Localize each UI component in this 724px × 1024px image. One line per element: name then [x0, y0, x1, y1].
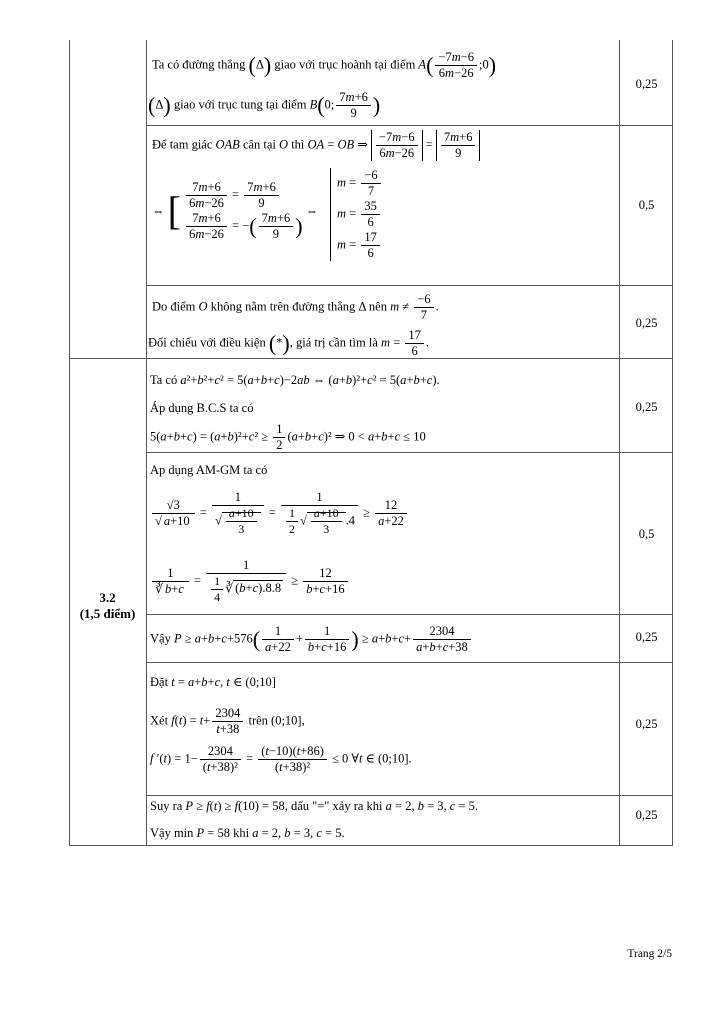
score-row-2: 0,5: [638, 198, 655, 212]
row1-line2: (Δ) giao với trục tung tại điểm B(0; $\frac{7m+6}{9}$ ): [148, 90, 381, 120]
row5-line1: Ap dụng AM-GM ta có: [150, 463, 268, 477]
row3-line2: Đối chiếu với điều kiện (*), giá trị cần tìm là m = $\frac{17}{6}$ .: [148, 328, 429, 358]
row7-line3: f ′(t) = 1− $\frac{2304}{\text{(t+38)²}}$ = $\frac{(t-10)(t+86)}{\text{(t+38)²}}$ ≤ 0 ∀t ∈ (0;10].: [150, 744, 412, 774]
row5-line3: $\frac{1}{∛ b+c}$ = 1 $\frac{1}{4}$ ∛ (b+c).8.8 ≥ $\frac{12}{b+c+16}$: [150, 558, 350, 605]
section-points: (1,5 điểm): [79, 606, 136, 621]
score-row-7: 0,25: [635, 717, 658, 731]
row7-line2: Xét f(t) = t+ $\frac{2304}{t+38}$ trên (0;10],: [150, 706, 305, 736]
page-number: Trang 2/5: [627, 948, 672, 960]
score-row-4: 0,25: [635, 400, 658, 414]
row7-line1: Đặt t = a+b+c, t ∈ (0;10]: [150, 675, 276, 689]
row6-line1: Vậy P ≥ a+b+c+576( $\frac{1}{a+22}$ + $\frac{1}{b+c+16}$ ) ≥ a+b+c+ $\frac{2304}{a+b+c+38}$: [150, 624, 473, 655]
row4-line3: 5(a+b+c) = (a+b)²+c² ≥ $\frac{1}{2}$ (a+b+c)² ⇒ 0 < a+b+c ≤ 10: [150, 422, 426, 452]
row3-line1: Do điểm O không nằm trên đường thẳng Δ nên m ≠ $\frac{-6}{7}$ .: [152, 292, 439, 322]
score-row-5: 0,5: [638, 527, 655, 541]
row2-solutions: m = $\frac{-6}{7}$ m = $\frac{35}{6}$ m = $\frac{17}{6}$: [330, 168, 383, 261]
row2-line1: Để tam giác OAB cân tại O thì OA = OB ⇒ $\frac{-7m-6}{6m-26}$ = $\frac{7m+6}{9}$: [152, 130, 480, 161]
row1-line1: Ta có đường thẳng (Δ) giao với trục hoành tại điểm A( $\frac{-7m-6}{6m-26}$ ;0): [152, 50, 497, 80]
score-row-1: 0,25: [635, 77, 658, 91]
score-row-3: 0,25: [635, 316, 658, 330]
score-row-8: 0,25: [635, 808, 658, 822]
row8-line1: Suy ra P ≥ f(t) ≥ f(10) = 58, dấu "=" xảy ra khi a = 2, b = 3, c = 5.: [150, 799, 479, 813]
row4-line1: Ta có a²+b²+c² = 5(a+b+c)−2ab ⇔ (a+b)²+c² = 5(a+b+c).: [150, 373, 440, 387]
row2-system: ⇔ [ $\frac{7m+6}{6m-26}$ = $\frac{7m+6}{9}$ $\frac{7m+6}{6m-26}$ = −( $\frac{7m+6}{9}$ ) ⇔: [152, 180, 319, 241]
row4-line2: Áp dụng B.C.S ta có: [150, 401, 254, 415]
row5-line2: $\frac{√3}{√ a+10}$ = 1 √ $\frac{a+10}{3}$ = 1 $\frac{1}{2}$ √ $\frac{a+10}{3}$ .4 ≥ $\frac{12}{a+22}$: [150, 490, 409, 537]
section-label: 3.2: [99, 590, 116, 605]
row8-line2: Vậy min P = 58 khi a = 2, b = 3, c = 5.: [150, 826, 345, 840]
score-row-6: 0,25: [635, 630, 658, 644]
